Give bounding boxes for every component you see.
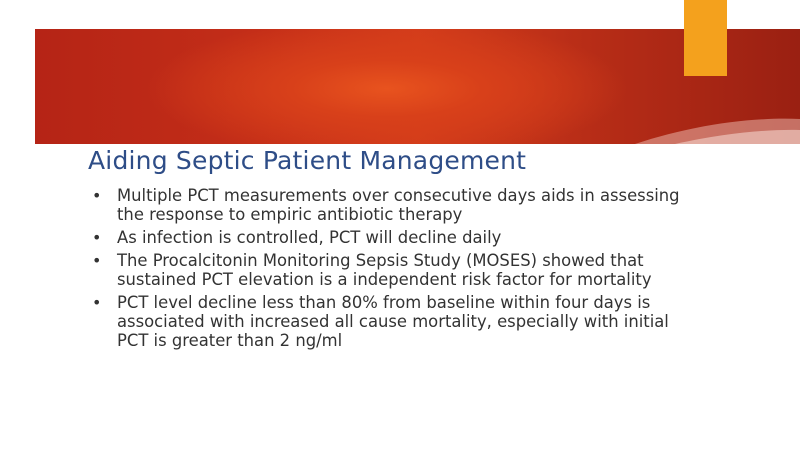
bullet-item xyxy=(92,186,692,224)
bullet-dot-icon: • xyxy=(92,251,102,270)
accent-bar xyxy=(684,0,727,76)
bullet-dot-icon: • xyxy=(92,293,102,312)
bullet-item xyxy=(92,228,692,247)
bullet-dot-icon: • xyxy=(92,228,102,247)
bullet-item xyxy=(92,293,692,350)
bullet-text: As infection is controlled, PCT will decline daily xyxy=(117,228,502,247)
slide-title: Aiding Septic Patient Management xyxy=(88,146,527,175)
bullet-text: Multiple PCT measurements over consecutive days aids in assessing the response to empiric antibiotic therapy xyxy=(117,186,680,224)
bullet-item xyxy=(92,251,692,289)
bullet-text: PCT level decline less than 80% from baseline within four days is associated with increased all cause mortality, especially with initial PCT is greater than 2 ng/ml xyxy=(117,293,669,350)
bullet-text: The Procalcitonin Monitoring Sepsis Study (MOSES) showed that sustained PCT elevation is a independent risk factor for mortality xyxy=(117,251,652,289)
bullet-dot-icon: • xyxy=(92,186,102,205)
bullet-list xyxy=(92,186,692,354)
